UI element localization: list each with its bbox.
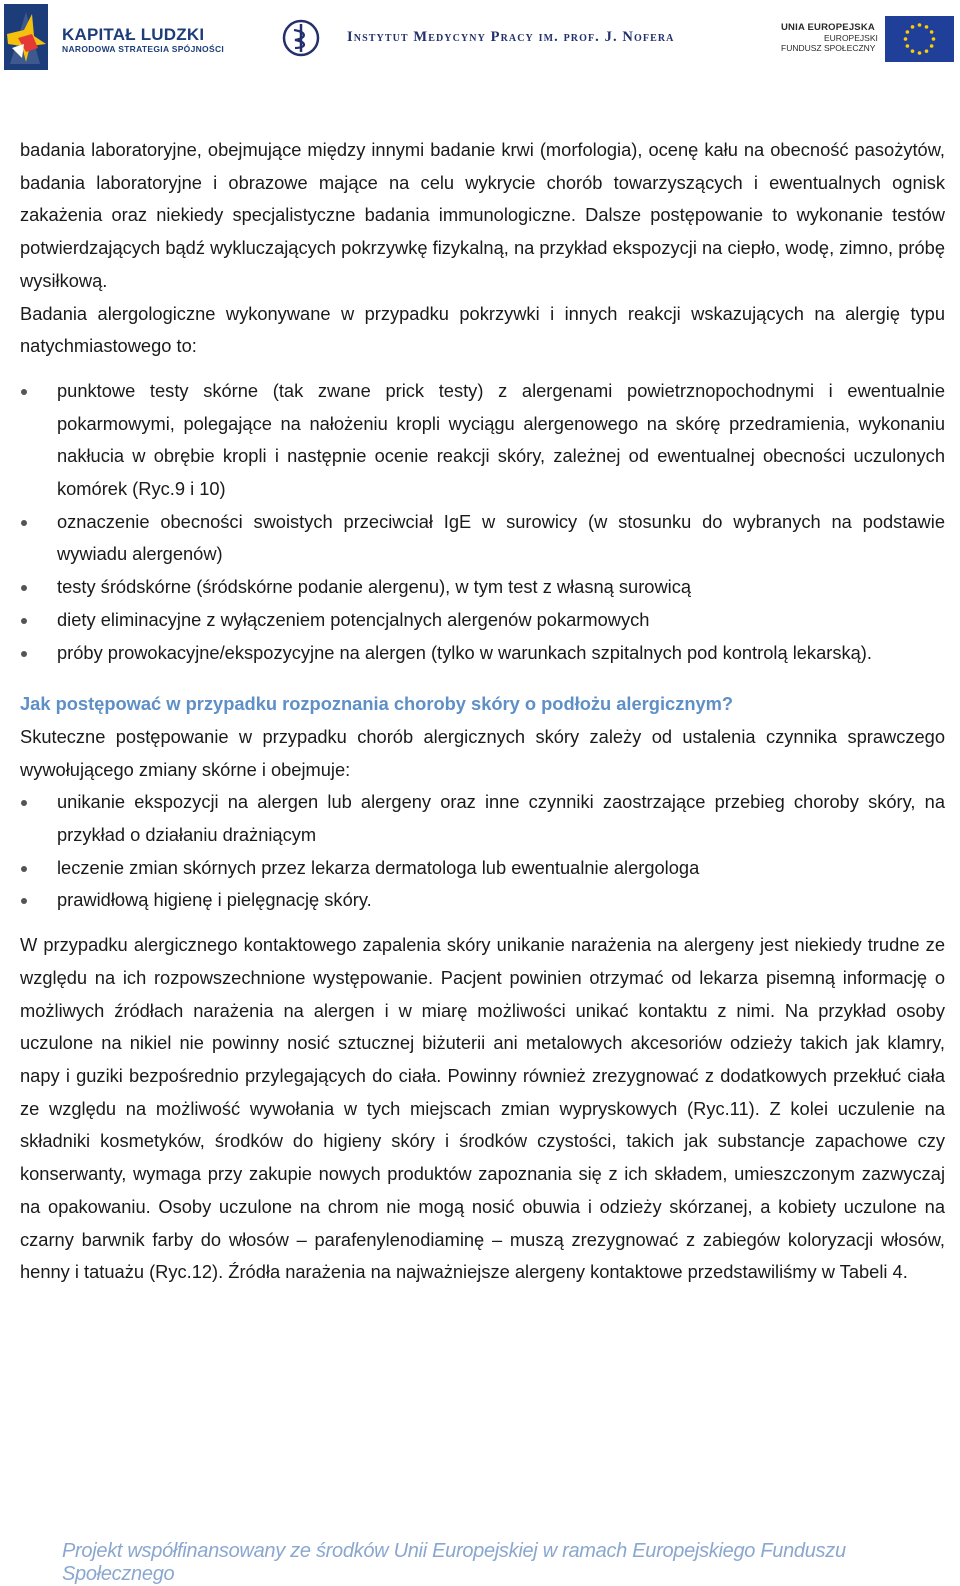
imp-emblem-icon <box>281 18 321 58</box>
bullet-icon <box>21 898 27 904</box>
eu-star-icon <box>930 30 934 34</box>
list-item-text: oznaczenie obecności swoistych przeciwciał IgE w surowicy (w stosunku do wybranych na podstawie wywiadu alergenów) <box>57 510 945 565</box>
list-item-text: testy śródskórne (śródskórne podanie alergenu), w tym test z własną surowicą <box>57 576 692 598</box>
eu-star-icon <box>932 37 936 41</box>
list-item <box>20 571 945 604</box>
kl-title: KAPITAŁ LUDZKI <box>62 25 205 44</box>
list-item-text: prawidłową higienę i pielęgnację skóry. <box>57 889 372 911</box>
list-item-text: punktowe testy skórne (tak zwane prick testy) z alergenami powietrznopochodnymi i ewentualnie pokarmowymi, polegające na nałożeniu kropli wyciągu alergenowego na skórę przedramienia, wykonaniu nakłucia w obrębie kropli i następnie ocenie reakcji skóry, zależnej od ewentualnej obecności uczulonych komórek (Ryc.9 i 10) <box>57 379 945 500</box>
bullet-icon <box>21 585 27 591</box>
list-item-text: diety eliminacyjne z wyłączeniem potencjalnych alergenów pokarmowych <box>57 608 650 630</box>
bullet-icon <box>21 618 27 624</box>
eu-line1: UNIA EUROPEJSKA <box>781 22 875 33</box>
allergy-tests-list <box>20 375 945 669</box>
eu-star-icon <box>925 49 929 53</box>
paragraph-management-intro: Skuteczne postępowanie w przypadku chorób alergicznych skóry zależy od ustalenia czynnika sprawczego wywołującego zmiany skórne i obejmuje: <box>20 725 945 780</box>
paragraph-allergy-tests-intro: Badania alergologiczne wykonywane w przypadku pokrzywki i innych reakcji wskazujących na alergię typu natychmiastowego to: <box>20 302 945 357</box>
paragraph-lab-tests: badania laboratoryjne, obejmujące między innymi badanie krwi (morfologia), ocenę kału na obecność pasożytów, badania laboratoryjne i obrazowe mające na celu wykrycie chorób towarzyszących i ewentualnych ognisk zakażenia oraz niekiedy specjalistyczne badania immunologiczne. Dalsze postępowanie to wykonanie testów potwierdzających bądź wykluczających pokrzywkę fizykalną, na przykład ekspozycji na ciepło, wodę, zimno, próbę wysiłkową. <box>20 139 945 291</box>
list-item <box>20 884 945 917</box>
list-item <box>20 506 945 571</box>
list-item <box>20 375 945 506</box>
eu-star-icon <box>925 25 929 29</box>
list-item <box>20 637 945 670</box>
eu-line2: EUROPEJSKI <box>824 33 878 43</box>
eu-star-icon <box>906 30 910 34</box>
list-item-text: unikanie ekspozycji na alergen lub alergeny oraz inne czynniki zaostrzające przebieg choroby skóry, na przykład o działaniu drażniącym <box>57 791 945 846</box>
bullet-icon <box>21 651 27 657</box>
imp-institute-name: Instytut Medycyny Pracy im. prof. J. Nofera <box>347 29 675 45</box>
list-item <box>20 786 945 851</box>
bullet-icon <box>21 866 27 872</box>
eu-star-icon <box>918 51 922 55</box>
section-heading: Jak postępować w przypadku rozpoznania choroby skóry o podłożu alergicznym? <box>20 693 734 715</box>
list-item <box>20 852 945 885</box>
bullet-icon <box>21 520 27 526</box>
kapital-ludzki-wordmark <box>62 26 224 54</box>
eu-star-icon <box>930 44 934 48</box>
list-item <box>20 604 945 637</box>
management-list <box>20 786 945 917</box>
eu-star-icon <box>918 23 922 27</box>
page-header <box>0 0 960 80</box>
list-item-text: leczenie zmian skórnych przez lekarza dermatologa lub ewentualnie alergologa <box>57 856 700 878</box>
eu-star-icon <box>904 37 908 41</box>
bullet-icon <box>21 389 27 395</box>
eu-flag-icon <box>885 16 954 62</box>
document-body <box>20 134 945 1289</box>
kapital-ludzki-logo-icon <box>4 4 48 70</box>
eu-star-icon <box>911 25 915 29</box>
eu-fund-wordmark <box>781 22 878 53</box>
list-item-text: próby prowokacyjne/ekspozycyjne na alergen (tylko w warunkach szpitalnych pod kontrolą lekarską). <box>57 641 872 663</box>
eu-star-icon <box>911 49 915 53</box>
eu-line3: FUNDUSZ SPOŁECZNY <box>781 43 876 53</box>
paragraph-contact-dermatitis: W przypadku alergicznego kontaktowego zapalenia skóry unikanie narażenia na alergeny jest niekiedy trudne ze względu na ich rozpowszechnione występowanie. Pacjent powinien otrzymać od lekarza pisemną informację o możliwych źródłach narażenia na alergen i w miarę możliwości unikać kontaktu z nimi. Na przykład osoby uczulone na nikiel nie powinny nosić sztucznej biżuterii ani metalowych akcesoriów odzieży takich jak klamry, napy i guziki bezpośrednio przylegających do ciała. Powinny również zrezygnować z dodatkowych przekłuć ciała ze względu na możliwość wywołania w tych miejscach zmian wypryskowych (Ryc.11). Z kolei uczulenie na składniki kosmetyków, środków do higieny skóry i środków czystości, takich jak substancje zapachowe czy konserwanty, wymaga przy zakupie nowych produktów zapoznania się z ich składem, umieszczonym zazwyczaj na opakowaniu. Osoby uczulone na chrom nie mogą nosić obuwia i odzieży skórzanej, a kobiety uczulone na czarny barwnik farby do włosów – parafenylenodiaminę – muszą zrezygnować z zabiegów koloryzacji włosów, henny i tatuażu (Ryc.12). Źródła narażenia na najważniejsze alergeny kontaktowe przedstawiliśmy w Tabeli 4. <box>20 934 945 1283</box>
footer-funding-note: Projekt współfinansowany ze środków Unii Europejskiej w ramach Europejskiego Funduszu Społecznego <box>62 1540 846 1585</box>
bullet-icon <box>21 800 27 806</box>
eu-star-icon <box>906 44 910 48</box>
kl-subtitle: NARODOWA STRATEGIA SPÓJNOŚCI <box>62 44 225 54</box>
